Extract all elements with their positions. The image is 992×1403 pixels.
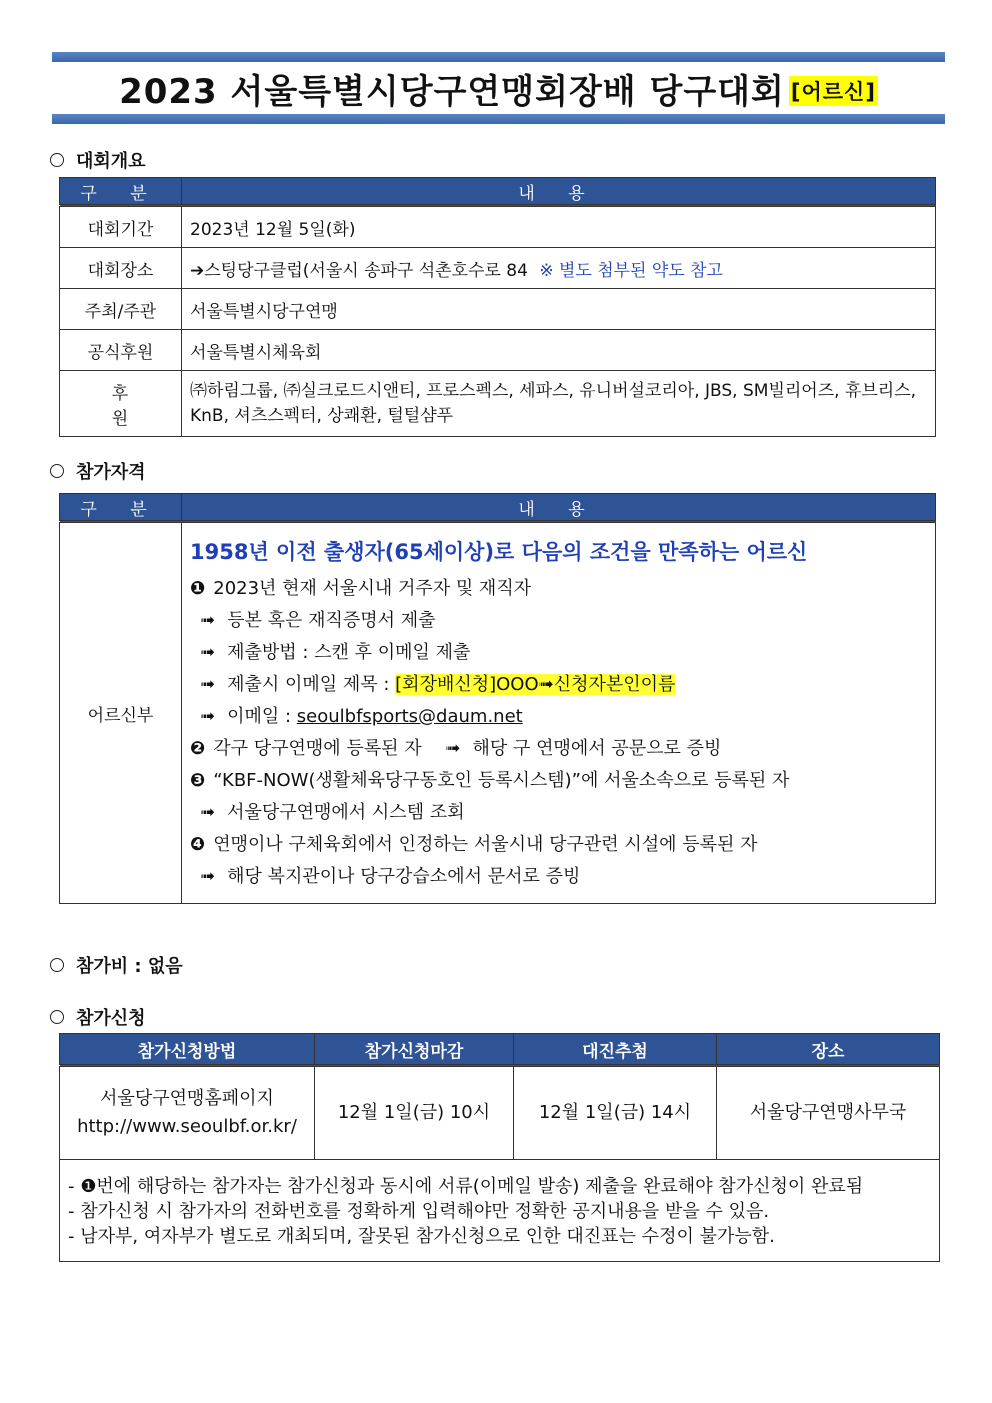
section-application-title: 참가신청 [76, 1008, 146, 1029]
overview-header-category: 구 분 [60, 178, 182, 206]
arrow-icon: ➟ [200, 674, 216, 695]
item-text: 등본 혹은 재직증명서 제출 [227, 610, 436, 631]
header-place: 장소 [717, 1034, 940, 1066]
email-subject-highlight: [회장배신청]OOO➟신청자본인이름 [395, 674, 676, 695]
section-fee-title: 참가비 : 없음 [76, 956, 183, 977]
list-item [190, 733, 927, 765]
list-item [190, 605, 927, 637]
list-item [190, 829, 927, 861]
item-text: 연맹이나 구체육회에서 인정하는 서울시내 당구관련 시설에 등록된 자 [213, 834, 758, 855]
item-text: 각구 당구연맹에 등록된 자 [213, 738, 422, 759]
circle-bullet-icon [50, 153, 64, 167]
item-text: “KBF-NOW(생활체육당구동호인 등록시스템)”에 서울소속으로 등록된 자 [213, 770, 790, 791]
arrow-icon: ➟ [445, 738, 461, 759]
number-1-icon: ❶ [190, 578, 206, 599]
qualification-content [182, 522, 936, 904]
application-table [59, 1033, 940, 1262]
header-draw: 대진추첨 [514, 1034, 717, 1066]
overview-header-row [60, 178, 936, 206]
title-banner [52, 52, 945, 124]
table-row [60, 1066, 940, 1160]
section-overview-title: 대회개요 [76, 151, 146, 172]
qualification-headline: 1958년 이전 출생자(65세이상)로 다음의 조건을 만족하는 어르신 [190, 540, 808, 564]
table-row [60, 522, 936, 904]
item-text: 해당 구 연맹에서 공문으로 증빙 [472, 738, 722, 759]
row-value: 서울특별시체육회 [182, 330, 936, 371]
page-title-tag: [어르신] [789, 76, 878, 106]
row-label: 주최/주관 [60, 289, 182, 330]
item-text: 제출방법 : 스캔 후 이메일 제출 [227, 642, 471, 663]
application-header-row [60, 1034, 940, 1066]
number-3-icon: ❸ [190, 770, 206, 791]
qualification-header-category: 구 분 [60, 494, 182, 522]
deadline-cell: 12월 1일(금) 10시 [315, 1066, 514, 1160]
overview-table [59, 177, 936, 437]
draw-cell: 12월 1일(금) 14시 [514, 1066, 717, 1160]
number-2-icon: ❷ [190, 738, 206, 759]
table-row [60, 289, 936, 330]
circle-bullet-icon [50, 464, 64, 478]
row-label: 어르신부 [60, 522, 182, 904]
email-link[interactable]: seoulbfsports@daum.net [296, 706, 523, 727]
row-label: 후 원 [60, 371, 182, 437]
list-item [190, 765, 927, 797]
arrow-icon: ➟ [200, 802, 216, 823]
overview-header-content: 내 용 [182, 178, 936, 206]
item-text: 이메일 : [227, 706, 297, 727]
list-item [190, 669, 927, 701]
row-value [182, 248, 936, 289]
row-value: 서울특별시당구연맹 [182, 289, 936, 330]
place-cell: 서울당구연맹사무국 [717, 1066, 940, 1160]
list-item [190, 797, 927, 829]
notes-cell [60, 1160, 940, 1262]
table-row [60, 330, 936, 371]
row-label: 공식후원 [60, 330, 182, 371]
item-text: 해당 복지관이나 당구강습소에서 문서로 증빙 [227, 866, 581, 887]
notes-row [60, 1160, 940, 1262]
arrow-icon: ➟ [200, 642, 216, 663]
item-text: 2023년 현재 서울시내 거주자 및 재직자 [213, 578, 532, 599]
header-deadline: 참가신청마감 [315, 1034, 514, 1066]
list-item [190, 861, 927, 893]
table-row [60, 248, 936, 289]
row-value: 2023년 12월 5일(화) [182, 206, 936, 248]
section-overview-heading [50, 147, 146, 173]
section-qualification-heading [50, 458, 146, 484]
note-item: - 참가신청 시 참가자의 전화번호를 정확하게 입력해야만 정확한 공지내용을 받을 수 있음. [68, 1201, 770, 1222]
arrow-icon: ➟ [200, 610, 216, 631]
qualification-header-content: 내 용 [182, 494, 936, 522]
note-item: - 남자부, 여자부가 별도로 개최되며, 잘못된 참가신청으로 인한 대진표는 수정이 불가능함. [68, 1226, 775, 1247]
homepage-link[interactable]: http://www.seoulbf.or.kr/ [77, 1116, 297, 1137]
table-row [60, 371, 936, 437]
method-line-1: 서울당구연맹홈페이지 [100, 1088, 274, 1109]
row-label: 대회기간 [60, 206, 182, 248]
page-title-main: 2023 서울특별시당구연맹회장배 당구대회 [119, 71, 785, 112]
circle-bullet-icon [50, 1010, 64, 1024]
row-value: ㈜하림그룹, ㈜실크로드시앤티, 프로스펙스, 세파스, 유니버설코리아, JBS, SM빌리어즈, 휴브리스, KnB, 셔츠스펙터, 상쾌환, 털털샴푸 [182, 371, 936, 437]
number-4-icon: ❹ [190, 834, 206, 855]
venue-note: ※ 별도 첨부된 약도 참고 [539, 260, 723, 281]
arrow-icon: ➟ [200, 866, 216, 887]
title-bar-bottom [52, 114, 945, 124]
list-item [190, 573, 927, 605]
item-text: 제출시 이메일 제목 : [227, 674, 396, 695]
arrow-icon: ➟ [200, 706, 216, 727]
title-bar-top [52, 52, 945, 62]
item-text: 서울당구연맹에서 시스템 조회 [227, 802, 465, 823]
qualification-table [59, 493, 936, 904]
circle-bullet-icon [50, 958, 64, 972]
method-cell [60, 1066, 315, 1160]
section-qualification-title: 참가자격 [76, 462, 146, 483]
note-item: - ❶번에 해당하는 참가자는 참가신청과 동시에 서류(이메일 발송) 제출을 완료해야 참가신청이 완료됨 [68, 1176, 864, 1197]
page-title [52, 62, 945, 114]
table-row [60, 206, 936, 248]
list-item [190, 701, 927, 733]
section-fee-heading [50, 952, 183, 978]
section-application-heading [50, 1004, 146, 1030]
qualification-header-row [60, 494, 936, 522]
list-item [190, 637, 927, 669]
venue-text: ➔스팅당구클럽(서울시 송파구 석촌호수로 84 [190, 260, 528, 281]
row-label: 대회장소 [60, 248, 182, 289]
header-method: 참가신청방법 [60, 1034, 315, 1066]
